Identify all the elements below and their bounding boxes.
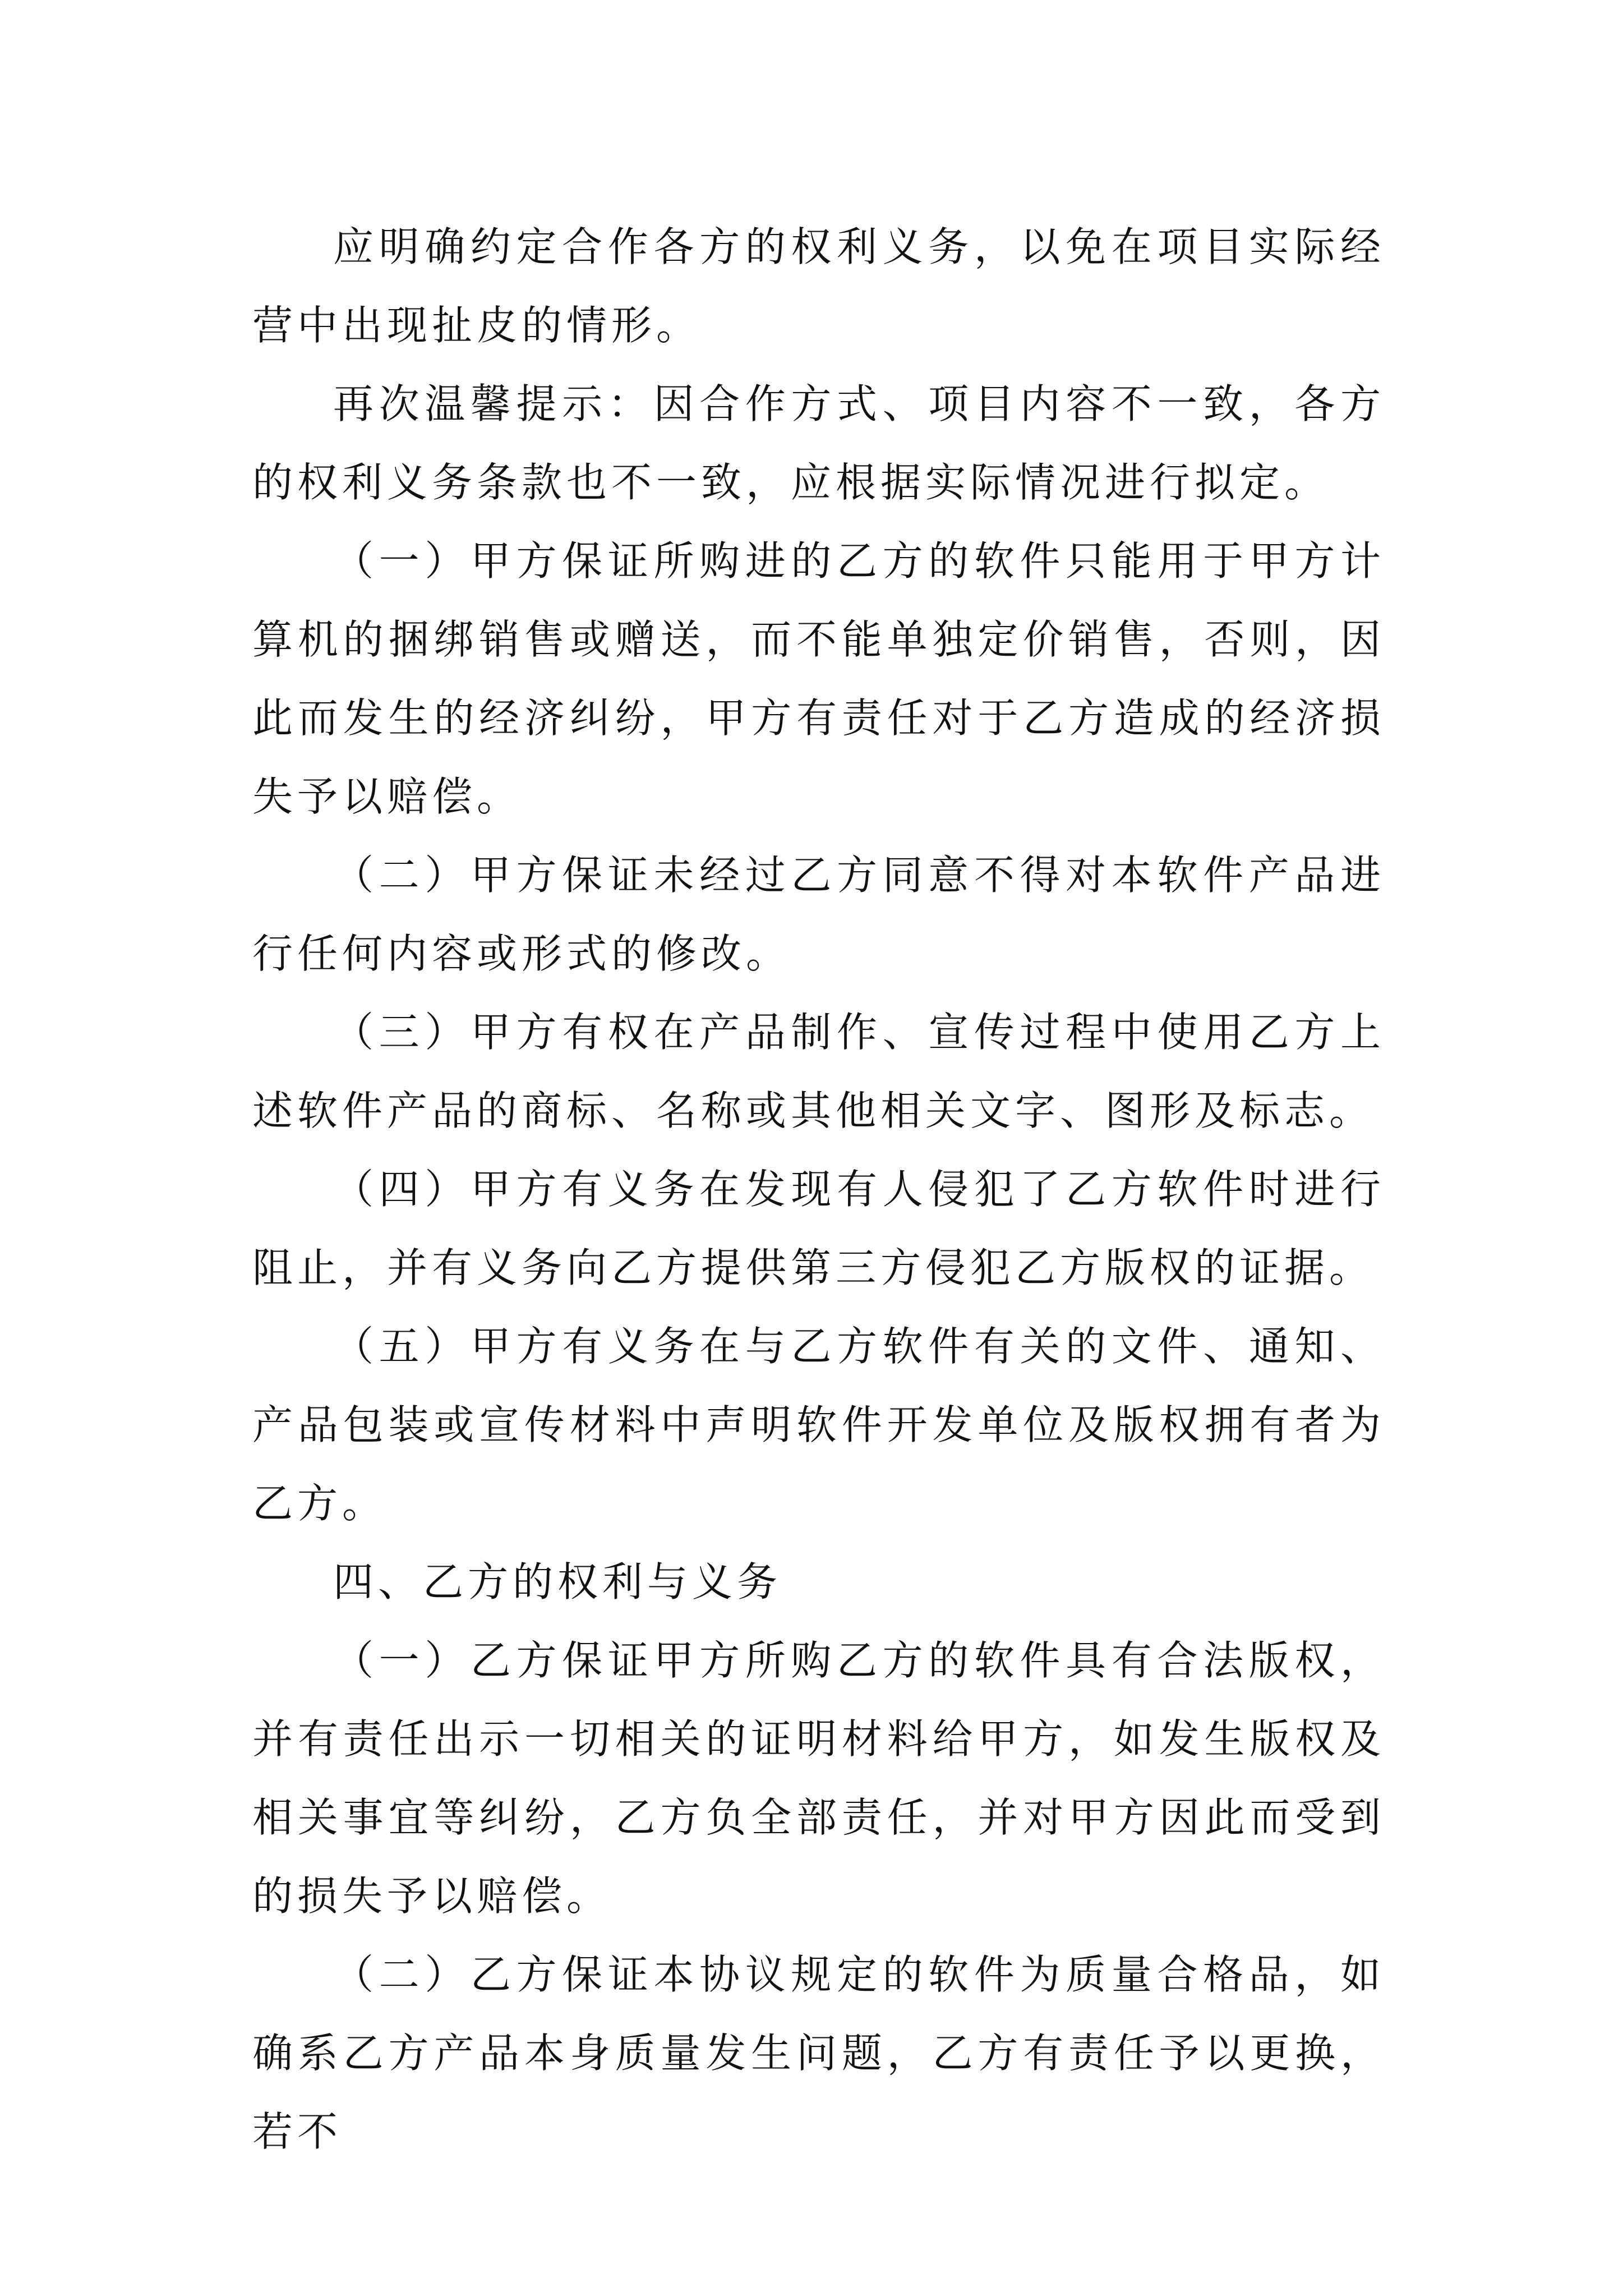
paragraph-party-a-clause-3: （三）甲方有权在产品制作、宣传过程中使用乙方上述软件产品的商标、名称或其他相关文字、图形及标志。: [252, 1009, 1385, 1134]
paragraph-party-a-clause-4: （四）甲方有义务在发现有人侵犯了乙方软件时进行阻止，并有义务向乙方提供第三方侵犯乙方版权的证据。: [252, 1166, 1385, 1291]
paragraph-rights-obligations-intro: 应明确约定合作各方的权利义务，以免在项目实际经营中出现扯皮的情形。: [252, 223, 1385, 349]
paragraph-party-a-clause-1: （一）甲方保证所购进的乙方的软件只能用于甲方计算机的捆绑销售或赠送，而不能单独定价销售，否则，因此而发生的经济纠纷，甲方有责任对于乙方造成的经济损失予以赔偿。: [252, 537, 1385, 820]
paragraph-party-b-clause-2: （二）乙方保证本协议规定的软件为质量合格品，如确系乙方产品本身质量发生问题，乙方有责任予以更换，若不: [252, 1951, 1385, 2155]
paragraph-party-a-clause-5: （五）甲方有义务在与乙方软件有关的文件、通知、产品包装或宣传材料中声明软件开发单位及版权拥有者为乙方。: [252, 1323, 1385, 1527]
paragraph-party-a-clause-2: （二）甲方保证未经过乙方同意不得对本软件产品进行任何内容或形式的修改。: [252, 852, 1385, 977]
paragraph-reminder: 再次温馨提示：因合作方式、项目内容不一致，各方的权利义务条款也不一致，应根据实际情况进行拟定。: [252, 380, 1385, 506]
document-body: [252, 208, 1385, 2171]
section-heading-party-b: 四、乙方的权利与义务: [333, 1558, 782, 1605]
paragraph-party-b-clause-1: （一）乙方保证甲方所购乙方的软件具有合法版权，并有责任出示一切相关的证明材料给甲方，如发生版权及相关事宜等纠纷，乙方负全部责任，并对甲方因此而受到的损失予以赔偿。: [252, 1637, 1385, 1920]
